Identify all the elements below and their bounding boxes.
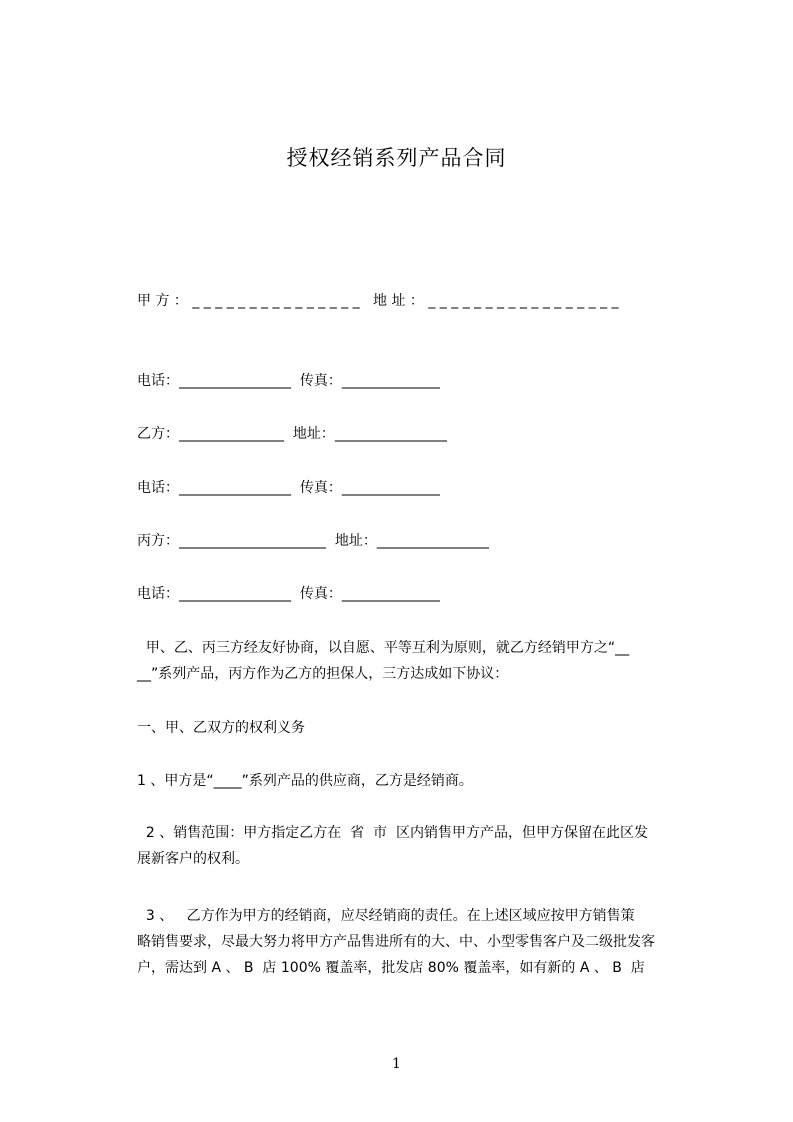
clause-2 [137,820,717,872]
party-b-contact: 电话：________________ 传真：______________ [137,480,440,496]
section-heading: 一、甲、乙双方的权利义务 [137,720,305,736]
intro-row: __”系列产品，丙方作为乙方的担保人，三方达成如下协议： [137,666,509,682]
intro-row: 甲、乙、丙三方经友好协商，以自愿、平等互利为原则，就乙方经销甲方之“__ [137,640,630,656]
party-c-line: 丙方：_____________________ 地址：________________ [137,533,489,549]
clause-row: 展新客户的权利。 [137,851,249,867]
clause-row: 2 、销售范围：甲方指定乙方在 省 市 区内销售甲方产品，但甲方保留在此区发 [137,825,648,841]
clause-3 [137,903,717,981]
party-b-line: 乙方：_______________ 地址：________________ [137,426,447,442]
party-c-contact: 电话：________________ 传真：______________ [137,586,440,602]
document-title: 授权经销系列产品合同 [286,146,507,170]
clause-row: 略销售要求，尽最大努力将甲方产品售进所有的大、中、小型零售客户及二级批发客 [137,934,655,950]
page-number: 1 [392,1056,401,1072]
clause-row: 3 、 乙方作为甲方的经销商，应尽经销商的责任。在上述区域应按甲方销售策 [137,908,635,924]
clause-row: 户，需达到 A 、 B 店 100% 覆盖率，批发店 80% 覆盖率，如有新的 A 、 B 店 [137,960,645,976]
intro-paragraph [137,635,717,687]
party-a-line: 甲 方 ： _ _ _ _ _ _ _ _ _ _ _ _ _ _ _ 地 址 ： _ _ _ _ _ _ _ _ _ _ _ _ _ _ _ _ _ [137,293,619,309]
party-a-contact: 电话：________________ 传真：______________ [137,373,440,389]
clause-1: 1 、甲方是“____”系列产品的供应商，乙方是经销商。 [137,773,473,789]
